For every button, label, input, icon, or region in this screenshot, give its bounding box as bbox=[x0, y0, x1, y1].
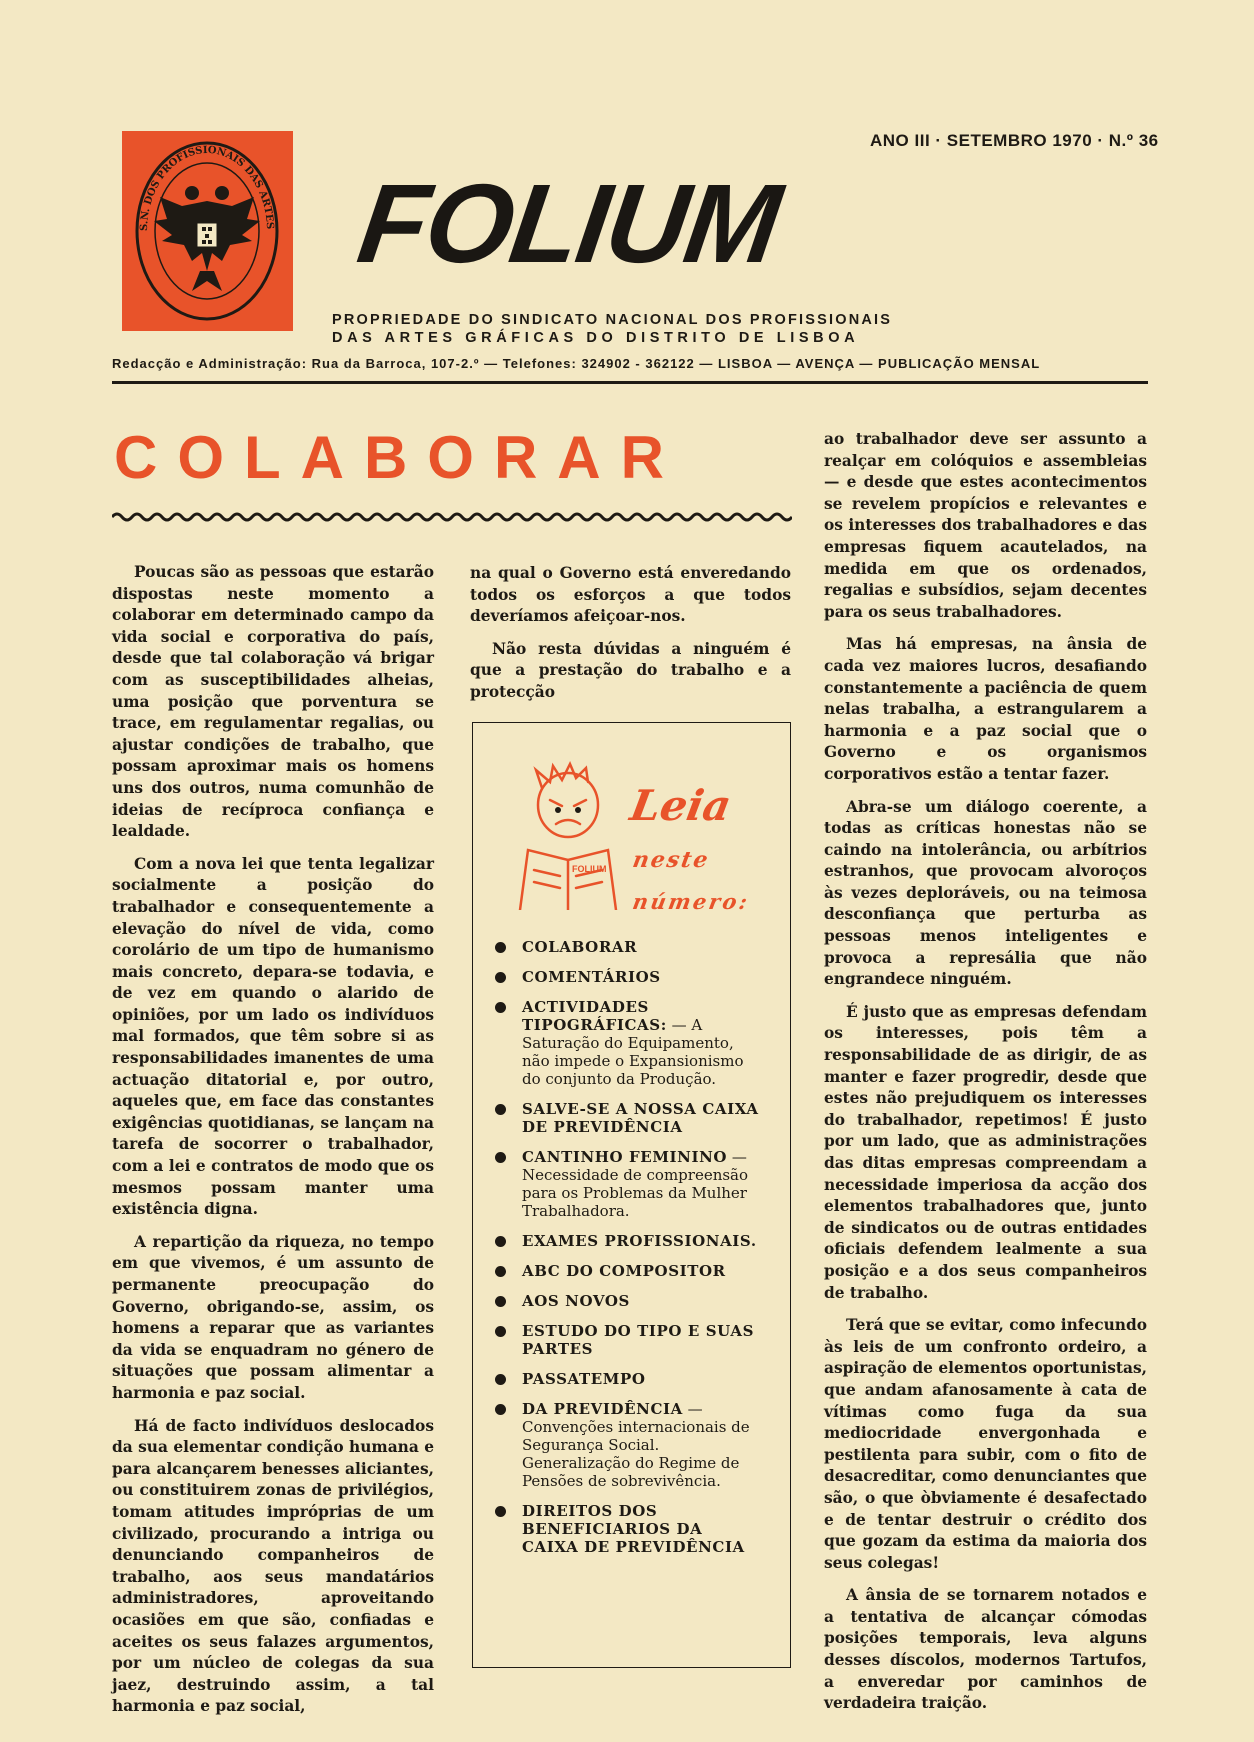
bullet-icon bbox=[495, 1266, 506, 1277]
contents-item-title: SALVE-SE A NOSSA CAIXA DE PREVIDÊNCIA bbox=[522, 1100, 759, 1136]
masthead-title: FOLIUM bbox=[351, 161, 787, 286]
numero-label: número: bbox=[630, 889, 752, 914]
contents-item bbox=[492, 998, 764, 1088]
contents-item bbox=[492, 1232, 764, 1250]
contents-item-title: DIREITOS DOS BENEFICIARIOS DA CAIXA DE PREVIDÊNCIA bbox=[522, 1502, 745, 1556]
contents-item-title: CANTINHO FEMININO bbox=[522, 1148, 728, 1166]
contents-item bbox=[492, 1322, 764, 1358]
contents-item-title: EXAMES PROFISSIONAIS. bbox=[522, 1232, 757, 1250]
seal-text: S.N. DOS PROFISSIONAIS DAS ARTES bbox=[138, 144, 276, 232]
contents-item bbox=[492, 1100, 764, 1136]
bullet-icon bbox=[495, 1326, 506, 1337]
cartoon-paper-label: FOLIUM bbox=[572, 864, 607, 874]
bullet-icon bbox=[495, 1296, 506, 1307]
contents-item bbox=[492, 1262, 764, 1280]
article-column-1 bbox=[112, 562, 434, 1729]
contents-item-title: ESTUDO DO TIPO E SUAS PARTES bbox=[522, 1322, 755, 1358]
bullet-icon bbox=[495, 1002, 506, 1013]
bullet-icon bbox=[495, 1506, 506, 1517]
contents-item-title: COLABORAR bbox=[522, 938, 638, 956]
paragraph: Há de facto indivíduos deslocados da sua elementar condição humana e para alcançarem benesses aliciantes, ou constituirem zonas de privilégios, tomam atitudes impróprias de um civilizado, procurando a intriga ou denunciando companheiros de trabalho, aos seus mandatários administradores, aproveitando ocasiões em que são, confiadas e aceites os seus falazes argumentos, por um núcleo de colegas da sua jaez, destruindo assim, a tal harmonia e paz social, bbox=[112, 1416, 434, 1716]
bullet-icon bbox=[495, 1374, 506, 1385]
bullet-icon bbox=[495, 1104, 506, 1115]
contents-item-title: COMENTÁRIOS bbox=[522, 968, 661, 986]
bullet-icon bbox=[495, 1236, 506, 1247]
angry-reader-cartoon-icon bbox=[498, 760, 628, 910]
article-column-3 bbox=[824, 429, 1147, 1726]
paragraph: A repartição da riqueza, no tempo em que vivemos, é um assunto de permanente preocupação do Governo, obrigando-se, assim, os homens a reparar que as variantes da vida se enquadram no género de situações que possam alimentar a harmonia e paz social. bbox=[112, 1232, 434, 1402]
contents-item-title: PASSATEMPO bbox=[522, 1370, 646, 1388]
paragraph: É justo que as empresas defendam os interesses, pois têm a responsabilidade de as dirigir, de as manter e fazer progredir, desde que estes não prejudiquem os interesses do trabalhador, repetimos! É justo por um lado, que as administrações das ditas empresas compreendam a necessidade imperiosa da acção dos elementos trabalhadores que, junto de sindicatos ou de outras entidades oficiais defendem lealmente a sua posição e a dos seus companheiros de trabalho. bbox=[824, 1002, 1147, 1302]
paragraph: Terá que se evitar, como infecundo às leis de um confronto ordeiro, a aspiração de elementos oportunistas, que andam afanosamente à cata de vítimas como fuga da sua mediocridade envergonhada e pestilenta para subir, com o fito de desacreditar, como denunciantes que são, o que òbviamente é desafectado e de tentar destruir o crédito dos que gozam da estima da maioria dos seus colegas! bbox=[824, 1316, 1147, 1572]
leia-label: Leia bbox=[626, 781, 735, 830]
bullet-icon bbox=[495, 942, 506, 953]
contents-item bbox=[492, 1502, 764, 1556]
paragraph: A ânsia de se tornarem notados e a tentativa de alcançar cómodas posições temporais, leva alguns desses díscolos, modernos Tartufos, a enveredar por caminhos de verdadeira traição. bbox=[824, 1586, 1147, 1713]
header-divider bbox=[112, 381, 1148, 384]
bullet-icon bbox=[495, 972, 506, 983]
contents-item bbox=[492, 1370, 764, 1388]
contents-item-desc: — Convenções internacionais de Segurança Social. Generalização do Regime de Pensões de sobrevivência. bbox=[522, 1400, 750, 1490]
article-headline: COLABORAR bbox=[114, 424, 684, 491]
contents-item-title: DA PREVIDÊNCIA bbox=[522, 1400, 683, 1418]
publisher-line-2: DAS ARTES GRÁFICAS DO DISTRITO DE LISBOA bbox=[332, 330, 860, 346]
paragraph: na qual o Governo está enveredando todos os esforços a que todos deveríamos afeiçoar-nos. bbox=[470, 564, 791, 626]
issue-line: ANO III · SETEMBRO 1970 · N.º 36 bbox=[870, 131, 1159, 150]
contents-item bbox=[492, 1292, 764, 1310]
union-seal-logo bbox=[122, 131, 293, 331]
contents-item bbox=[492, 1400, 764, 1490]
contents-item-desc: — A Saturação do Equipamento, não impede o Expansionismo do conjunto da Produção. bbox=[522, 1016, 744, 1088]
address-line: Redacção e Administração: Rua da Barroca, 107-2.º — Telefones: 324902 - 362122 — LISBOA — AVENÇA — PUBLICAÇÃO MENSAL bbox=[112, 356, 1041, 371]
contents-item bbox=[492, 968, 764, 986]
eagle-seal-icon bbox=[122, 131, 293, 331]
paragraph: ao trabalhador deve ser assunto a realçar em colóquios e assembleias — e desde que estes acontecimentos se revelem propícios e relevantes e os interesses dos trabalhadores e das empresas fiquem acautelados, na medida em que os ordenados, regalias e subsídios, sejam decentes para os seus trabalhadores. bbox=[824, 430, 1147, 621]
contents-item-desc: — Necessidade de compreensão para os Problemas da Mulher Trabalhadora. bbox=[522, 1148, 749, 1220]
contents-item-title: AOS NOVOS bbox=[522, 1292, 630, 1310]
paragraph: Poucas são as pessoas que estarão dispostas neste momento a colaborar em determinado campo da vida social e corporativa do país, desde que tal colaboração vá brigar com as susceptibilidades alheias, uma posição que porventura se trace, em regulamentar regalias, ou ajustar condições de trabalho, que possam aproximar mais os homens uns dos outros, numa comunhão de ideias de recíproca confiança e lealdade. bbox=[112, 563, 434, 841]
paragraph: Mas há empresas, na ânsia de cada vez maiores lucros, desafiando constantemente a paciência de quem nelas trabalha, a estrangularem a harmonia e a paz social que o Governo e os organismos corporativos estão a tentar fazer. bbox=[824, 635, 1147, 783]
wavy-divider bbox=[112, 511, 792, 523]
contents-item bbox=[492, 1148, 764, 1220]
paragraph: Não resta dúvidas a ninguém é que a prestação do trabalho e a protecção bbox=[470, 639, 791, 701]
neste-label: neste bbox=[630, 847, 712, 873]
contents-item bbox=[492, 938, 764, 956]
bullet-icon bbox=[495, 1152, 506, 1163]
paragraph: Com a nova lei que tenta legalizar socialmente a posição do trabalhador e consequentemente a elevação do nível de vida, como corolário de um tipo de humanismo mais concreto, depara-se todavia, e de vez em quando o alarido de opiniões, por um lado os indivíduos mal formados, que têm sobre si as responsabilidades imanentes de uma actuação ditatorial e, por outro, aqueles que, em face das constantes exigências quotidianas, se lançam na tarefa de socorrer o trabalhador, com a lei e contratos de modo que os mesmos possam manter uma existência digna. bbox=[112, 854, 434, 1219]
publisher-line-1: PROPRIEDADE DO SINDICATO NACIONAL DOS PROFISSIONAIS bbox=[332, 312, 893, 328]
bullet-icon bbox=[495, 1404, 506, 1415]
contents-item-title: ABC DO COMPOSITOR bbox=[522, 1262, 726, 1280]
article-column-2 bbox=[470, 563, 791, 715]
paragraph: Abra-se um diálogo coerente, a todas as críticas honestas não se caindo na intolerância, ou arbítrios estranhos, que provocam alvoroços às vezes deploráveis, ou na teimosa desconfiança que perturba as pessoas menos inteligentes e provoca a represália que não engrandece ninguém. bbox=[824, 797, 1147, 989]
contents-item-title: ACTIVIDADES TIPOGRÁFICAS: bbox=[522, 998, 667, 1034]
publisher-block bbox=[332, 311, 892, 347]
contents-list bbox=[492, 938, 764, 1568]
